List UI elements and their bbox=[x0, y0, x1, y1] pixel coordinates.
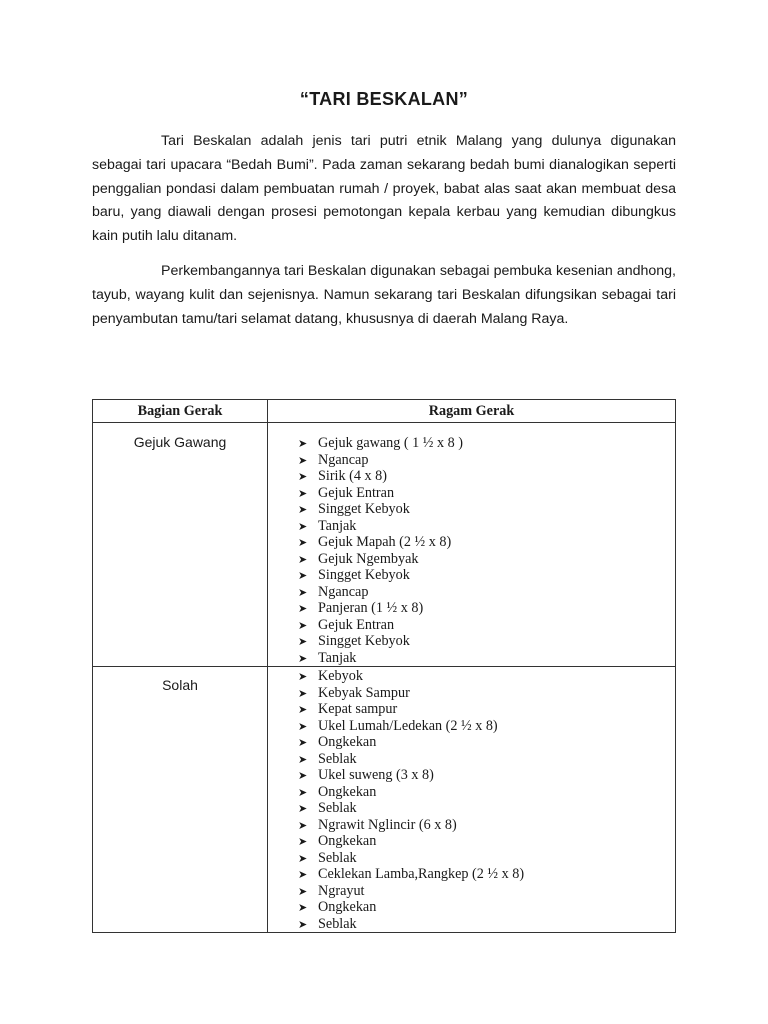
arrowhead-bullet-icon: ➤ bbox=[298, 818, 308, 832]
arrowhead-bullet-icon: ➤ bbox=[298, 453, 308, 467]
arrowhead-bullet-icon: ➤ bbox=[298, 585, 308, 599]
arrowhead-bullet-icon: ➤ bbox=[298, 769, 308, 782]
dance-moves-table bbox=[92, 399, 676, 933]
arrowhead-bullet-icon: ➤ bbox=[298, 868, 308, 881]
paragraph-intro: Tari Beskalan adalah jenis tari putri etnik Malang yang dulunya digunakan sebagai tari upacara “Bedah Bumi”. Pada zaman sekarang bedah bumi dianalogikan seperti penggalian pondasi dalam pembuatan rumah / proyek, babat alas saat akan membuat desa baru, yang diawali dengan prosesi pemotongan kepala kerbau yang kemudian dibungkus kain putih lalu ditanam. bbox=[92, 133, 676, 245]
moves-list bbox=[268, 423, 675, 666]
arrowhead-bullet-icon: ➤ bbox=[298, 851, 308, 865]
list-item-label: Ngancap bbox=[318, 451, 369, 468]
list-item bbox=[298, 501, 675, 518]
list-item bbox=[298, 817, 675, 834]
list-item-label: Gejuk Mapah (2 ½ x 8) bbox=[318, 534, 452, 550]
list-item bbox=[298, 767, 675, 784]
list-item-label: Ongkekan bbox=[318, 783, 377, 800]
list-item-label: Seblak bbox=[318, 915, 357, 932]
arrowhead-bullet-icon: ➤ bbox=[298, 602, 308, 615]
list-item bbox=[298, 633, 675, 650]
list-item-label: Seblak bbox=[318, 750, 357, 767]
list-item-label: Kebyok bbox=[318, 668, 363, 684]
list-item-label: Ceklekan Lamba,Rangkep (2 ½ x 8) bbox=[318, 866, 525, 882]
list-item bbox=[298, 600, 675, 617]
list-item bbox=[298, 734, 675, 751]
list-item-label: Ongkekan bbox=[318, 899, 377, 915]
list-item bbox=[298, 452, 675, 469]
table-row bbox=[93, 667, 676, 933]
list-item bbox=[298, 701, 675, 718]
arrowhead-bullet-icon: ➤ bbox=[298, 670, 308, 683]
list-item bbox=[298, 534, 675, 551]
arrowhead-bullet-icon: ➤ bbox=[298, 437, 308, 450]
moves-list-cell bbox=[268, 667, 676, 933]
list-item bbox=[298, 485, 675, 502]
arrowhead-bullet-icon: ➤ bbox=[298, 618, 308, 632]
list-item bbox=[298, 584, 675, 601]
list-item-label: Seblak bbox=[318, 800, 357, 816]
list-item bbox=[298, 468, 675, 485]
list-item bbox=[298, 718, 675, 735]
arrowhead-bullet-icon: ➤ bbox=[298, 752, 308, 766]
list-item-label: Ngancap bbox=[318, 583, 369, 600]
list-item bbox=[298, 916, 675, 933]
header-ragam-gerak: Ragam Gerak bbox=[268, 400, 676, 423]
list-item-label: Tanjak bbox=[318, 517, 357, 534]
arrowhead-bullet-icon: ➤ bbox=[298, 703, 308, 716]
list-item bbox=[298, 850, 675, 867]
moves-list-cell bbox=[268, 423, 676, 667]
arrowhead-bullet-icon: ➤ bbox=[298, 736, 308, 749]
arrowhead-bullet-icon: ➤ bbox=[298, 802, 308, 815]
document-title: “TARI BESKALAN” bbox=[299, 89, 469, 109]
list-item bbox=[298, 435, 675, 452]
list-item-label: Kepat sampur bbox=[318, 701, 398, 717]
section-name-cell: Solah bbox=[93, 667, 268, 933]
arrowhead-bullet-icon: ➤ bbox=[298, 917, 308, 931]
arrowhead-bullet-icon: ➤ bbox=[298, 519, 308, 533]
list-item bbox=[298, 751, 675, 768]
arrowhead-bullet-icon: ➤ bbox=[298, 536, 308, 549]
list-item-label: Ngrawit Nglincir (6 x 8) bbox=[318, 816, 457, 833]
list-item-label: Singget Kebyok bbox=[318, 633, 410, 649]
list-item-label: Tanjak bbox=[318, 649, 357, 666]
list-item-label: Ukel suweng (3 x 8) bbox=[318, 767, 434, 783]
header-bagian-gerak: Bagian Gerak bbox=[93, 400, 268, 423]
list-item bbox=[298, 866, 675, 883]
list-item-label: Gejuk Ngembyak bbox=[318, 550, 419, 567]
list-item-label: Panjeran (1 ½ x 8) bbox=[318, 600, 424, 616]
arrowhead-bullet-icon: ➤ bbox=[298, 503, 308, 516]
list-item-label: Singget Kebyok bbox=[318, 567, 410, 583]
list-item bbox=[298, 668, 675, 685]
arrowhead-bullet-icon: ➤ bbox=[298, 486, 308, 500]
arrowhead-bullet-icon: ➤ bbox=[298, 719, 308, 733]
arrowhead-bullet-icon: ➤ bbox=[298, 552, 308, 566]
arrowhead-bullet-icon: ➤ bbox=[298, 686, 308, 700]
list-item-label: Ongkekan bbox=[318, 833, 377, 849]
table-row bbox=[93, 423, 676, 667]
arrowhead-bullet-icon: ➤ bbox=[298, 884, 308, 898]
arrowhead-bullet-icon: ➤ bbox=[298, 569, 308, 582]
list-item bbox=[298, 617, 675, 634]
list-item bbox=[298, 567, 675, 584]
list-item-label: Gejuk gawang ( 1 ½ x 8 ) bbox=[318, 435, 463, 451]
list-item bbox=[298, 685, 675, 702]
list-item-label: Seblak bbox=[318, 849, 357, 866]
list-item-label: Gejuk Entran bbox=[318, 616, 395, 633]
arrowhead-bullet-icon: ➤ bbox=[298, 835, 308, 848]
list-item bbox=[298, 784, 675, 801]
table-header-row bbox=[93, 400, 676, 423]
paragraph-development: Perkembangannya tari Beskalan digunakan sebagai pembuka kesenian andhong, tayub, wayang kulit dan sejenisnya. Namun sekarang tari Beskalan difungsikan sebagai tari penyambutan tamu/tari selamat datang, khususnya di daerah Malang Raya. bbox=[92, 263, 676, 327]
list-item bbox=[298, 551, 675, 568]
list-item bbox=[298, 883, 675, 900]
list-item-label: Ngrayut bbox=[318, 882, 365, 899]
list-item-label: Gejuk Entran bbox=[318, 484, 395, 501]
list-item bbox=[298, 899, 675, 916]
arrowhead-bullet-icon: ➤ bbox=[298, 785, 308, 799]
list-item-label: Ongkekan bbox=[318, 734, 377, 750]
list-item bbox=[298, 800, 675, 817]
arrowhead-bullet-icon: ➤ bbox=[298, 651, 308, 665]
section-name-cell: Gejuk Gawang bbox=[93, 423, 268, 667]
list-item bbox=[298, 518, 675, 535]
list-item-label: Singget Kebyok bbox=[318, 501, 410, 517]
list-item bbox=[298, 650, 675, 667]
arrowhead-bullet-icon: ➤ bbox=[298, 470, 308, 483]
list-item bbox=[298, 833, 675, 850]
list-item-label: Ukel Lumah/Ledekan (2 ½ x 8) bbox=[318, 717, 498, 734]
arrowhead-bullet-icon: ➤ bbox=[298, 635, 308, 648]
moves-list bbox=[268, 667, 675, 932]
arrowhead-bullet-icon: ➤ bbox=[298, 901, 308, 914]
list-item-label: Sirik (4 x 8) bbox=[318, 468, 387, 484]
list-item-label: Kebyak Sampur bbox=[318, 684, 410, 701]
